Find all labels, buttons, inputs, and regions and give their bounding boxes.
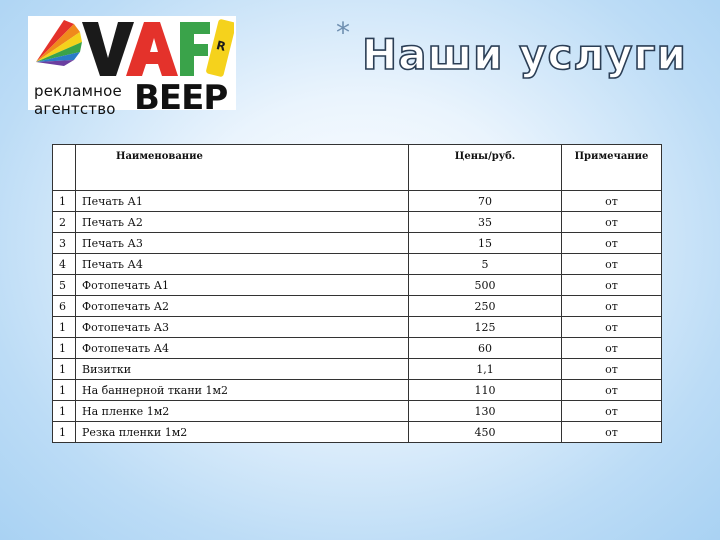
header-price: Цены/руб. [409,145,562,191]
page-title: Наши услуги [362,30,687,79]
cell-price: 130 [409,401,562,422]
logo-text-line2: агентство [34,100,116,118]
cell-note: от [562,275,662,296]
cell-price: 60 [409,338,562,359]
cell-num: 2 [53,212,76,233]
cell-note: от [562,233,662,254]
svg-text:R: R [214,38,228,54]
table-row [53,254,662,275]
table-row [53,359,662,380]
cell-name: Печать А1 [76,191,409,212]
cell-num: 1 [53,380,76,401]
cell-price: 110 [409,380,562,401]
header-num [53,145,76,191]
logo-brand-name: BEEP [134,78,228,118]
table-row [53,233,662,254]
cell-name: Фотопечать А3 [76,317,409,338]
cell-name: Печать А2 [76,212,409,233]
cell-price: 5 [409,254,562,275]
cell-note: от [562,212,662,233]
cell-note: от [562,380,662,401]
cell-note: от [562,422,662,443]
table-row [53,401,662,422]
cell-note: от [562,296,662,317]
cell-price: 15 [409,233,562,254]
header-note: Примечание [562,145,662,191]
table-header-row [53,145,662,191]
cell-num: 1 [53,359,76,380]
cell-name: На баннерной ткани 1м2 [76,380,409,401]
cell-note: от [562,338,662,359]
cell-num: 1 [53,338,76,359]
cell-num: 1 [53,191,76,212]
cell-note: от [562,401,662,422]
table-row [53,212,662,233]
cell-name: Резка пленки 1м2 [76,422,409,443]
table-row [53,338,662,359]
cell-num: 1 [53,401,76,422]
cell-note: от [562,191,662,212]
price-table [52,144,662,443]
table-row [53,422,662,443]
logo-text-line1: рекламное [34,82,122,100]
table-row [53,191,662,212]
agency-logo [28,16,236,118]
table-row [53,275,662,296]
cell-price: 70 [409,191,562,212]
header-name: Наименование [76,145,409,191]
cell-note: от [562,254,662,275]
cell-num: 1 [53,317,76,338]
cell-name: Фотопечать А2 [76,296,409,317]
cell-price: 450 [409,422,562,443]
cell-num: 1 [53,422,76,443]
cell-price: 1,1 [409,359,562,380]
cell-num: 5 [53,275,76,296]
cell-num: 3 [53,233,76,254]
cell-num: 6 [53,296,76,317]
cell-name: Печать А4 [76,254,409,275]
cell-note: от [562,317,662,338]
cell-name: Фотопечать А1 [76,275,409,296]
table-row [53,317,662,338]
logo-graphic [34,18,234,82]
table-row [53,296,662,317]
asterisk-icon: * [336,16,350,49]
cell-num: 4 [53,254,76,275]
cell-name: На пленке 1м2 [76,401,409,422]
cell-name: Фотопечать А4 [76,338,409,359]
table-row [53,380,662,401]
cell-price: 500 [409,275,562,296]
cell-price: 35 [409,212,562,233]
cell-price: 125 [409,317,562,338]
cell-name: Печать А3 [76,233,409,254]
cell-price: 250 [409,296,562,317]
cell-note: от [562,359,662,380]
cell-name: Визитки [76,359,409,380]
